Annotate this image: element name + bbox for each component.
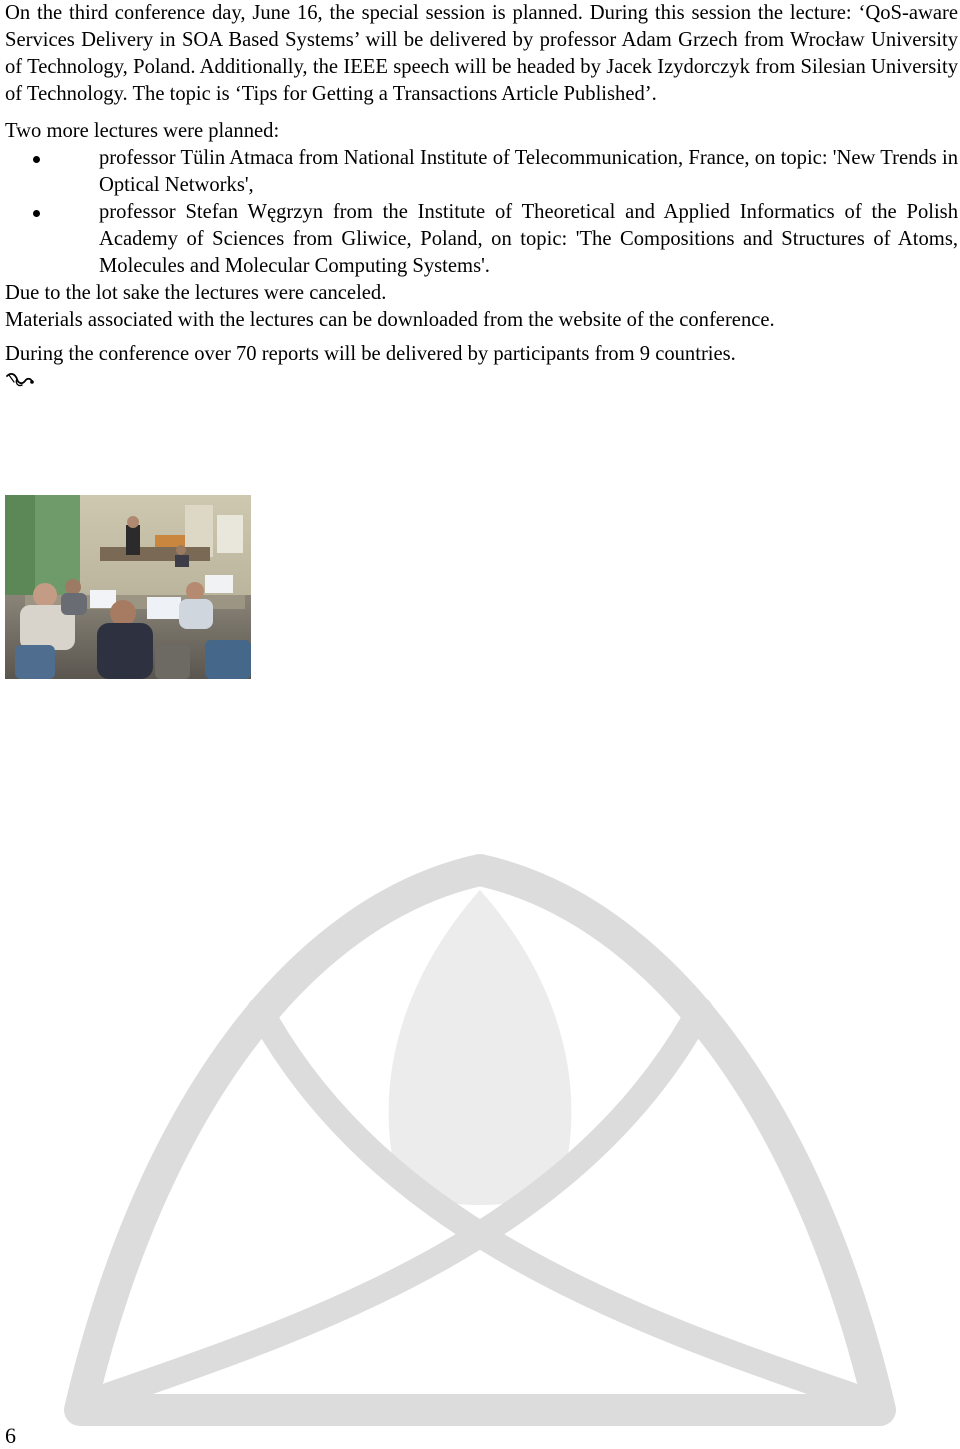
page-number: 6: [5, 1423, 16, 1448]
list-item: [5, 145, 958, 199]
paragraph-special-session: On the third conference day, June 16, the special session is planned. During this session the lecture: ‘QoS-aware Services Delivery in SOA Based Systems’ will be delivered by professor Adam Grzech from Wrocław University of Technology, Poland. Additionally, the IEEE speech will be headed by Jacek Izydorczyk from Silesian University of Technology. The topic is ‘Tips for Getting a Transactions Article Published’.: [5, 2, 958, 105]
paragraph-reports: During the conference over 70 reports will be delivered by participants from 9 countries.: [5, 343, 736, 365]
lecture-room-photo: [5, 495, 251, 679]
triquetra-watermark-icon: [0, 760, 960, 1449]
swirl-ornament-icon: [5, 370, 35, 390]
bullet-icon: [33, 210, 40, 217]
paragraph-planned-lectures: Two more lectures were planned:: [5, 120, 280, 142]
paragraph-canceled: Due to the lot sake the lectures were canceled.: [5, 282, 387, 304]
lecture-list: [5, 145, 958, 280]
bullet-icon: [33, 156, 40, 163]
paragraph-materials: Materials associated with the lectures can be downloaded from the website of the conference.: [5, 309, 775, 331]
lecture-room-photo-image: [5, 495, 251, 679]
body-text: [5, 0, 958, 390]
list-item-text: professor Stefan Węgrzyn from the Institute of Theoretical and Applied Informatics of the Polish Academy of Sciences from Gliwice, Poland, on topic: 'The Compositions and Structures of Atoms, Molecules and Molecular Computing Systems'.: [99, 201, 958, 277]
list-item: [5, 199, 958, 280]
list-item-text: professor Tülin Atmaca from National Institute of Telecommunication, France, on topic: 'New Trends in Optical Networks',: [99, 147, 958, 196]
